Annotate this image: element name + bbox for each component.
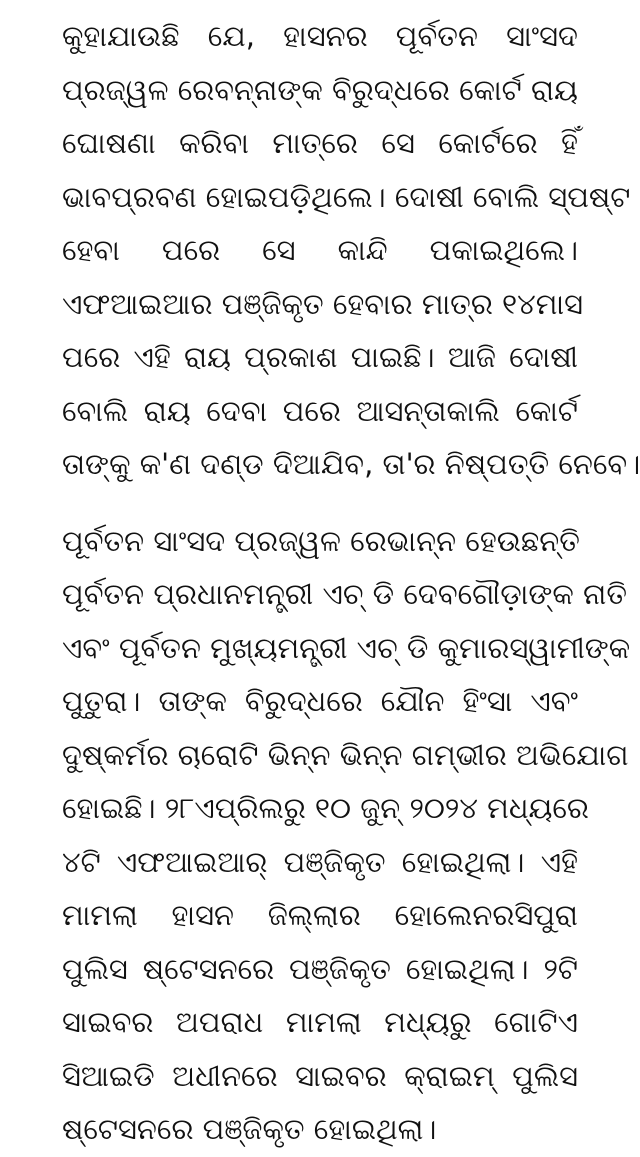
text-line: ବୋଲି ରାୟ ଦେବା ପରେ ଆସନ୍ତାକାଲି କୋର୍ଟ bbox=[62, 393, 578, 428]
text-line: ଏଫଆଇଆର ପଞ୍ଜିକୃତ ହେବାର ମାତ୍ର ୧୪ମାସ bbox=[62, 286, 583, 321]
text-line: ହେବା ପରେ ସେ କାନ୍ଦି ପକାଇଥିଲେ। bbox=[62, 233, 578, 267]
text-line: ପୁତୁରା। ତାଙ୍କ ବିରୁଦ୍ଧରେ ଯୌନ ହିଂସା ଏବଂ bbox=[62, 684, 578, 718]
paragraph-2 bbox=[62, 515, 631, 1157]
text-line: ମାମଲା ହାସନ ଜିଲ୍ଲାର ହୋଲେନରସିପୁରା bbox=[62, 898, 578, 932]
text-line: କୁହାଯାଉଛି ଯେ, ହାସନର ପୂର୍ବତନ ସାଂସଦ bbox=[62, 19, 578, 53]
text-line: ପୁଲିସ ଷ୍ଟେସନରେ ପଞ୍ଜିକୃତ ହୋଇଥିଲା। ୨ଟି bbox=[62, 951, 578, 986]
text-line: ସାଇବର ଅପରାଧ ମାମଲା ମଧ୍ୟରୁ ଗୋଟିଏ bbox=[62, 1005, 578, 1039]
text-line: ପରେ ଏହି ରାୟ ପ୍ରକାଶ ପାଇଛି। ଆଜି ଦୋଷୀ bbox=[62, 340, 578, 374]
text-line: ଭାବପ୍ରବଣ ହୋଇପଡ଼ିଥିଲେ। ଦୋଷୀ ବୋଲି ସ୍ପଷ୍ଟ bbox=[62, 179, 631, 214]
text-line: ଷ୍ଟେସନରେ ପଞ୍ଜିକୃତ ହୋଇଥିଲା। bbox=[62, 1112, 437, 1146]
text-line: ଏବଂ ପୂର୍ବତନ ମୁଖ୍ୟମନ୍ତ୍ରୀ ଏଚ୍ ଡି କୁମାରସ୍ୱାମୀଙ୍କ bbox=[62, 630, 631, 665]
text-line: ଘୋଷଣା କରିବା ମାତ୍ରେ ସେ କୋର୍ଟରେ ହିଁ bbox=[62, 126, 578, 160]
paragraph-1 bbox=[62, 10, 640, 492]
text-line: ପୂର୍ବତନ ପ୍ରଧାନମନ୍ତ୍ରୀ ଏଚ୍ ଡି ଦେବଗୌଡ଼ାଙ୍କ ନାତି bbox=[62, 577, 628, 611]
text-line: ତାଙ୍କୁ କ'ଣ ଦଣ୍ଡ ଦିଆଯିବ, ତା'ର ନିଷ୍ପତ୍ତି ନେବେ। bbox=[62, 447, 640, 481]
article-body bbox=[62, 10, 640, 1157]
text-line: ସିଆଇଡି ଅଧୀନରେ ସାଇବର କ୍ରାଇମ୍ ପୁଲିସ bbox=[62, 1058, 578, 1093]
text-line: ୪ଟି ଏଫଆଇଆର୍ ପଞ୍ଜିକୃତ ହୋଇଥିଲା। ଏହି bbox=[62, 844, 578, 879]
text-line: ଦୁଷ୍କର୍ମର ଚାରୋଟି ଭିନ୍ନ ଭିନ୍ନ ଗମ୍ଭୀର ଅଭିଯୋଗ bbox=[62, 737, 629, 772]
text-line: ପୂର୍ବତନ ସାଂସଦ ପ୍ରଜ୍ୱଳ ରେଭାନ୍ନ ହେଉଛନ୍ତି bbox=[62, 523, 580, 558]
text-line: ପ୍ରଜ୍ୱଳ ରେବନ୍ନାଙ୍କ ବିରୁଦ୍ଧରେ କୋର୍ଟ ରାୟ bbox=[62, 72, 578, 107]
text-line: ହୋଇଛି। ୨୮ଏପ୍ରିଲରୁ ୧୦ ଜୁନ୍ ୨୦୨୪ ମଧ୍ୟରେ bbox=[62, 791, 589, 825]
paragraph-divider bbox=[62, 492, 578, 515]
